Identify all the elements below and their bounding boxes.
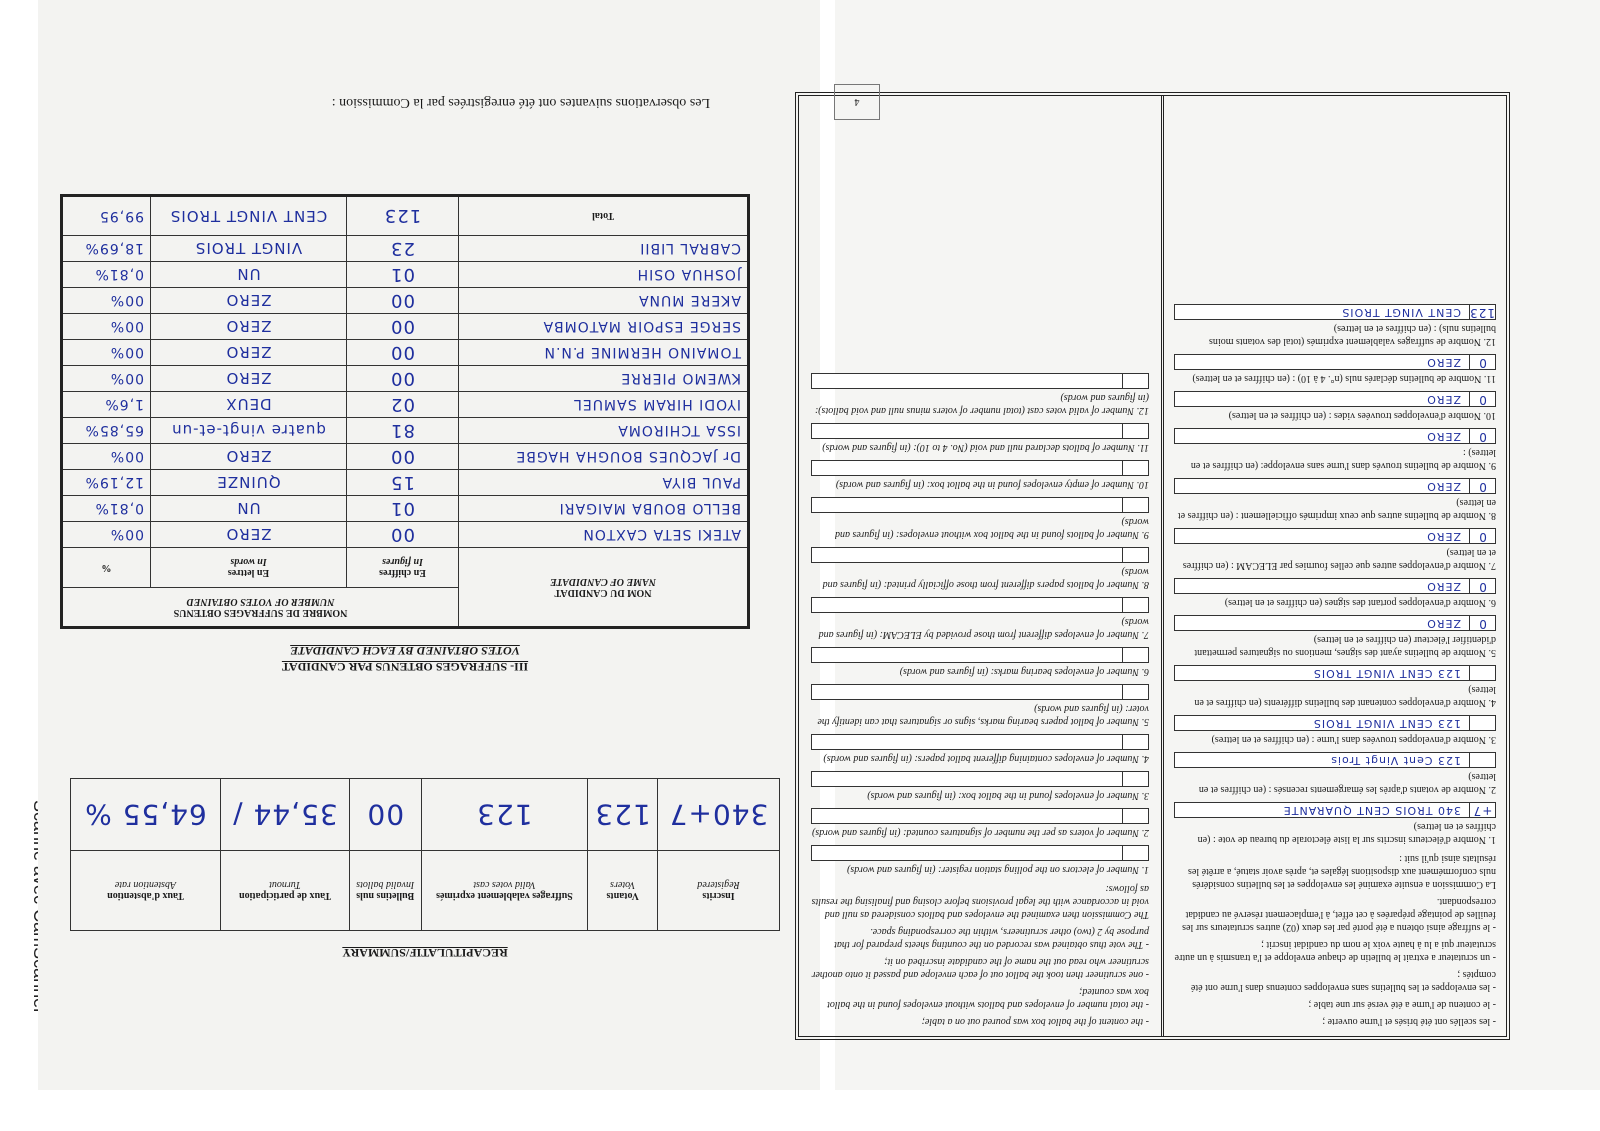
total-row <box>62 196 749 236</box>
item-text: Nombre d'enveloppes autres que celles fournies par ELECAM : (en chiffres et en lettres) <box>1182 547 1496 571</box>
item-number: 5. <box>1488 647 1496 658</box>
answer-box <box>811 423 1149 439</box>
votes-words: VINGT TROIS <box>151 236 347 262</box>
votes-percent: 65,85% <box>62 418 151 444</box>
item-label <box>811 515 1149 541</box>
item-number: 7. <box>1488 560 1496 571</box>
answer-box <box>811 808 1149 824</box>
votes-percent: 0,81% <box>62 496 151 522</box>
answer-figures: 0 <box>1469 479 1495 493</box>
form-item <box>811 497 1149 541</box>
form-item <box>1174 478 1496 522</box>
candidate-row <box>62 418 749 444</box>
votes-words: UN <box>151 262 347 288</box>
total-percent: 99,95 <box>62 196 151 236</box>
answer-figures <box>1122 548 1148 562</box>
answer-figures <box>1122 598 1148 612</box>
answer-words <box>812 424 1122 438</box>
answer-box <box>1174 304 1496 320</box>
votes-figures: 00 <box>347 522 459 548</box>
col-in-words: En lettres In words <box>151 548 347 588</box>
intro-french <box>1174 852 1496 1028</box>
votes-figures: 23 <box>347 236 459 262</box>
item-text: Nombre de bulletins ayant des signes, mentions ou signatures permettant d'identifier l'électeur (en chiffres et en lettres) <box>1194 634 1496 658</box>
item-label <box>1174 820 1496 846</box>
item-text: Nombre de votants d'après les émargements recensés : (en chiffres et en lettres) <box>1198 771 1496 795</box>
item-number: 8. <box>1488 510 1496 521</box>
candidate-name: ISSA TCHIROMA <box>459 418 749 444</box>
votes-percent: 00% <box>62 444 151 470</box>
votes-percent: 00% <box>62 314 151 340</box>
item-number: 8. <box>1141 579 1149 590</box>
votes-percent: 00% <box>62 288 151 314</box>
answer-figures: 0 <box>1469 429 1495 443</box>
item-number: 9. <box>1488 460 1496 471</box>
form-item <box>811 547 1149 591</box>
answer-figures <box>1122 772 1148 786</box>
answer-box <box>1174 802 1496 818</box>
item-text: Number of voters as per the number of signatures counted: (in figures and words) <box>812 827 1139 838</box>
candidate-row <box>62 496 749 522</box>
intro-english <box>811 882 1149 1028</box>
intro-paragraph: The Commission then examined the envelopes and ballots considered as null and void in accordance with the legal provisions before closing and finalising the results as follows: <box>811 883 1149 920</box>
col-percent: % <box>62 548 151 588</box>
item-label <box>811 615 1149 641</box>
answer-figures <box>1122 846 1148 860</box>
summary-value: 340+7 <box>657 779 779 851</box>
summary-header <box>421 851 588 931</box>
candidate-row <box>62 366 749 392</box>
candidate-name: AKERE MUNA <box>459 288 749 314</box>
answer-box <box>1174 615 1496 631</box>
form-item <box>811 684 1149 728</box>
form-item <box>1174 578 1496 609</box>
form-item <box>811 734 1149 765</box>
answer-figures <box>1469 666 1495 680</box>
candidate-name: CABRAL LIBII <box>459 236 749 262</box>
candidate-name: KWEMO PIERRE <box>459 366 749 392</box>
candidate-row <box>62 314 749 340</box>
item-text: Number of empty envelopes found in the ballot box: (in figures and words) <box>835 479 1134 490</box>
votes-words: ZERO <box>151 314 347 340</box>
item-label <box>811 391 1149 417</box>
candidate-row <box>62 236 749 262</box>
answer-box <box>811 684 1149 700</box>
intro-paragraph: - un scrutateur a extrait le bulletin de chaque enveloppe et l'a transmis à un autre scrutateur qui a lu à haute voix le nom du candidat inscrit ; <box>1174 939 1496 963</box>
item-text: Number of ballots declared null and void (No. 4 to 10): (in figures and words) <box>822 442 1135 453</box>
answer-figures <box>1122 809 1148 823</box>
summary-table <box>70 778 780 931</box>
summary-section <box>70 778 780 960</box>
candidate-row <box>62 340 749 366</box>
col-in-figures: En chiffres In figures <box>347 548 459 588</box>
form-item <box>1174 354 1496 385</box>
item-number: 9. <box>1141 529 1149 540</box>
summary-header <box>588 851 658 931</box>
item-text: Nombre de bulletins autres que ceux imprimés officiellement : (en chiffres et en lettres) <box>1177 497 1496 521</box>
votes-figures: 00 <box>347 314 459 340</box>
answer-words <box>812 685 1122 699</box>
answer-words <box>812 461 1122 475</box>
total-words: CENT VINGT TROIS <box>151 196 347 236</box>
answer-words: ZERO <box>1426 480 1461 493</box>
votes-words: ZERO <box>151 288 347 314</box>
answer-figures <box>1122 685 1148 699</box>
answer-words: 340 TROIS CENT QUARANTE <box>1282 804 1461 817</box>
intro-paragraph: - the total number of envelopes and ballots without envelopes found in the ballot box was counted; <box>827 986 1149 1010</box>
answer-box <box>1174 665 1496 681</box>
form-item <box>811 423 1149 454</box>
summary-value: 35,44 / <box>220 779 349 851</box>
votes-words: UN <box>151 496 347 522</box>
answer-words: ZERO <box>1426 617 1461 630</box>
intro-paragraph: - the content of the ballot box was poured out on a table; <box>921 1016 1149 1027</box>
form-french-column <box>1161 96 1506 1036</box>
item-label <box>1174 496 1496 522</box>
answer-words <box>812 772 1122 786</box>
answer-box <box>811 547 1149 563</box>
answer-box <box>811 845 1149 861</box>
form-item <box>811 460 1149 491</box>
answer-figures: 0 <box>1469 579 1495 593</box>
item-text: Number of envelopes bearing marks: (in figures and words) <box>899 666 1139 677</box>
form-item <box>811 647 1149 678</box>
answer-words: 123 CENT VINGT TROIS <box>1312 667 1461 680</box>
item-text: Number of envelopes different from those provided by ELECAM: (in figures and words) <box>818 616 1149 640</box>
item-number: 1. <box>1141 864 1149 875</box>
answer-box <box>1174 578 1496 594</box>
item-number: 11. <box>1483 373 1496 384</box>
answer-box <box>1174 478 1496 494</box>
candidate-name: PAUL BIYA <box>459 470 749 496</box>
summary-header-fr: Taux d'abstention <box>107 890 184 902</box>
votes-percent: 00% <box>62 522 151 548</box>
form-item <box>1174 304 1496 348</box>
item-label <box>811 863 1149 876</box>
votes-words: ZERO <box>151 522 347 548</box>
item-label <box>1174 733 1496 746</box>
item-text: Nombre d'électeurs inscrits sur la liste électorale du bureau de vote : (en chiffres et en lettres) <box>1197 821 1496 845</box>
item-number: 2. <box>1141 827 1149 838</box>
item-label <box>811 826 1149 839</box>
summary-header-en: Registered <box>697 879 740 891</box>
answer-box <box>811 734 1149 750</box>
answer-box <box>811 647 1149 663</box>
candidate-row <box>62 522 749 548</box>
answer-box <box>1174 428 1496 444</box>
answer-words <box>812 735 1122 749</box>
answer-figures <box>1122 498 1148 512</box>
answer-words <box>812 548 1122 562</box>
answer-words <box>812 498 1122 512</box>
item-text: Nombre d'enveloppes portant des signes (en chiffres et en lettres) <box>1224 597 1486 608</box>
form-item <box>811 771 1149 802</box>
item-label <box>1174 409 1496 422</box>
answer-box <box>811 497 1149 513</box>
summary-header-en: Invalid ballots <box>356 879 415 891</box>
votes-figures: 00 <box>347 288 459 314</box>
item-label <box>811 752 1149 765</box>
votes-title: III- SUFFRAGES OBTENUS PAR CANDIDAT VOTES OBTAINED BY EACH CANDIDATE <box>281 644 529 674</box>
item-number: 11. <box>1137 442 1149 453</box>
total-figures: 123 <box>347 196 459 236</box>
items-english <box>811 373 1149 876</box>
answer-words <box>812 598 1122 612</box>
item-number: 3. <box>1141 790 1149 801</box>
answer-words: ZERO <box>1426 430 1461 443</box>
item-label <box>811 789 1149 802</box>
summary-value: 00 <box>349 779 421 851</box>
page-number: 4 <box>834 84 880 120</box>
intro-paragraph: - The vote thus obtained was recorded on the counting sheets prepared for that purpose by 2 (two) other scrutineers, within the corresponding space. <box>834 926 1149 950</box>
form-item <box>1174 715 1496 746</box>
item-text: Nombre d'enveloppes contenant des bulletins différents (en chiffres et en lettres) <box>1194 684 1496 708</box>
item-label <box>1174 770 1496 796</box>
answer-figures <box>1122 735 1148 749</box>
summary-header-en: Valid votes cast <box>473 879 536 891</box>
answer-figures: 0 <box>1469 529 1495 543</box>
votes-percent: 00% <box>62 366 151 392</box>
answer-figures: 0 <box>1469 616 1495 630</box>
answer-box <box>811 771 1149 787</box>
votes-percent: 00% <box>62 340 151 366</box>
item-number: 3. <box>1488 734 1496 745</box>
answer-figures: 0 <box>1469 355 1495 369</box>
votes-percent: 0,81% <box>62 262 151 288</box>
intro-paragraph: La Commission a ensuite examiné les enveloppes et les bulletins considérés nuls conformément aux dispositions légales et, après avoir statué, a arrêté les résultats ainsi qu'il suit : <box>1188 853 1496 890</box>
item-text: Number of ballots papers different from those officially printed: (in figures and words) <box>822 566 1149 590</box>
candidate-name: Dr JACQUES BOUGHA HAGBE <box>459 444 749 470</box>
form-item <box>1174 752 1496 796</box>
answer-words: ZERO <box>1426 580 1461 593</box>
summary-value: 64,55 % <box>71 779 221 851</box>
item-text: Nombre de bulletins déclarés nuls (n°. 4 à 10) : (en chiffres et en lettres) <box>1192 373 1482 384</box>
votes-words: ZERO <box>151 340 347 366</box>
answer-figures <box>1122 424 1148 438</box>
intro-paragraph: - one scrutineer then took the ballot out of each envelope and passed it onto another scrutineer who read out the name of the candidate inscribed on it; <box>811 956 1149 980</box>
item-label <box>811 665 1149 678</box>
item-number: 10. <box>1483 410 1496 421</box>
form-item <box>1174 615 1496 659</box>
item-label <box>811 441 1149 454</box>
item-text: Nombre d'enveloppes trouvées dans l'urne : (en chiffres et en lettres) <box>1211 734 1486 745</box>
item-label <box>1174 683 1496 709</box>
answer-words <box>812 648 1122 662</box>
items-french <box>1174 304 1496 846</box>
intro-paragraph: - le suffrage ainsi obtenu a été porté par les deux (02) autres scrutateurs sur les feuilles de pointage préparées à cet effet, à l'emplacement réservé au candidat correspondant. <box>1182 896 1496 933</box>
form-item <box>1174 428 1496 472</box>
item-label <box>1174 322 1496 348</box>
summary-header-en: Voters <box>610 879 636 891</box>
item-number: 6. <box>1488 597 1496 608</box>
answer-figures: +7 <box>1469 803 1495 817</box>
candidate-row <box>62 262 749 288</box>
votes-figures: 81 <box>347 418 459 444</box>
votes-figures: 01 <box>347 496 459 522</box>
answer-figures: 123 <box>1469 306 1495 320</box>
answer-figures <box>1122 648 1148 662</box>
votes-words: quatre vingt-et-un <box>151 418 347 444</box>
summary-header <box>349 851 421 931</box>
intro-paragraph: - le contenu de l'urne a été versé sur une table ; <box>1308 999 1496 1010</box>
summary-value: 123 <box>588 779 658 851</box>
summary-value: 123 <box>421 779 588 851</box>
item-number: 2. <box>1488 784 1496 795</box>
candidate-row <box>62 470 749 496</box>
votes-percent: 18,69% <box>62 236 151 262</box>
votes-section <box>60 194 750 675</box>
summary-header <box>71 851 221 931</box>
candidate-row <box>62 392 749 418</box>
summary-title: RECAPITULATIF/SUMMARY <box>342 946 508 960</box>
item-label <box>811 565 1149 591</box>
votes-words: ZERO <box>151 444 347 470</box>
answer-words: CENT VINGT TROIS <box>1341 306 1461 319</box>
item-label <box>1174 596 1496 609</box>
counting-form <box>795 92 1510 1040</box>
answer-words: 123 CENT VINGT TROIS <box>1312 717 1461 730</box>
votes-figures: 01 <box>347 262 459 288</box>
item-number: 10. <box>1136 479 1149 490</box>
votes-percent: 1,6% <box>62 392 151 418</box>
answer-words: ZERO <box>1426 530 1461 543</box>
answer-words <box>812 374 1122 388</box>
candidate-name: ATEKI SETA CAXTON <box>459 522 749 548</box>
answer-words: ZERO <box>1426 393 1461 406</box>
answer-box <box>811 460 1149 476</box>
summary-header-fr: Bulletins nuls <box>356 890 415 902</box>
col-candidate-name: NOM DU CANDIDAT NAME OF CANDIDATE <box>459 548 749 628</box>
item-label <box>811 702 1149 728</box>
item-number: 4. <box>1141 753 1149 764</box>
answer-figures <box>1122 461 1148 475</box>
form-item <box>811 808 1149 839</box>
item-label <box>1174 372 1496 385</box>
intro-paragraph: - les enveloppes et les bulletins sans enveloppes contenus dans l'urne ont été comptés ; <box>1190 969 1496 993</box>
answer-box <box>811 597 1149 613</box>
item-label <box>811 478 1149 491</box>
observations-heading: Les observations suivantes ont été enregistrées par la Commission : <box>331 95 710 110</box>
item-label <box>1174 446 1496 472</box>
form-item <box>811 373 1149 417</box>
summary-header-fr: Inscrits <box>702 890 735 902</box>
summary-header-en: Turnout <box>269 879 301 891</box>
answer-figures: 0 <box>1469 392 1495 406</box>
answer-figures <box>1469 716 1495 730</box>
answer-words <box>812 846 1122 860</box>
votes-words: DEUX <box>151 392 347 418</box>
answer-words: 123 Cent Vingt Trois <box>1330 754 1461 767</box>
summary-header <box>220 851 349 931</box>
votes-figures: 15 <box>347 470 459 496</box>
votes-words: QUINZE <box>151 470 347 496</box>
item-number: 6. <box>1141 666 1149 677</box>
summary-header <box>657 851 779 931</box>
item-text: Number of valid votes cast (total number of voters minus null and void ballots): (in figures and words) <box>814 392 1149 416</box>
votes-words: ZERO <box>151 366 347 392</box>
item-text: Number of electors on the polling station register: (in figures and words) <box>847 864 1139 875</box>
form-item <box>1174 665 1496 709</box>
answer-words <box>812 809 1122 823</box>
candidate-name: BELLO BOUBA MAIGARI <box>459 496 749 522</box>
item-number: 1. <box>1488 834 1496 845</box>
summary-header-fr: Votants <box>606 890 639 902</box>
item-text: Nombre de bulletins trouvés dans l'urne sans enveloppe: (en chiffres et en lettres) : <box>1190 447 1496 471</box>
item-text: Number of envelopes found in the ballot box: (in figures and words) <box>867 790 1139 801</box>
item-text: Nombre de suffrages valablement exprimés (total des votants moins bulletins nuls) : (en chiffres et en lettres) <box>1209 323 1496 347</box>
candidate-name: SERGE ESPOIR MATOMBA <box>459 314 749 340</box>
answer-box <box>1174 752 1496 768</box>
summary-header-fr: Suffrages valablement exprimés <box>436 890 573 902</box>
item-number: 5. <box>1141 716 1149 727</box>
votes-figures: 00 <box>347 366 459 392</box>
item-number: 7. <box>1141 629 1149 640</box>
item-text: Number of envelopes containing different ballot papers: (in figures and words) <box>823 753 1139 764</box>
candidate-row <box>62 288 749 314</box>
summary-header-en: Abstention rate <box>114 879 177 891</box>
form-item <box>811 597 1149 641</box>
form-item <box>811 845 1149 876</box>
answer-figures <box>1122 374 1148 388</box>
candidate-name: JOSHUA OSIH <box>459 262 749 288</box>
candidate-name: IYODI HIRAM SAMUEL <box>459 392 749 418</box>
summary-header-fr: Taux de participation <box>239 890 331 902</box>
answer-figures <box>1469 753 1495 767</box>
item-label <box>1174 633 1496 659</box>
answer-box <box>811 373 1149 389</box>
item-text: Nombre d'enveloppes trouvées vides : (en chiffres et en lettres) <box>1228 410 1481 421</box>
item-number: 12. <box>1483 336 1496 347</box>
votes-percent: 12,19% <box>62 470 151 496</box>
answer-box <box>1174 528 1496 544</box>
votes-figures: 00 <box>347 340 459 366</box>
item-number: 12. <box>1136 405 1149 416</box>
votes-figures: 02 <box>347 392 459 418</box>
answer-box <box>1174 391 1496 407</box>
intro-paragraph: - les scellés ont été brisés et l'urne ouverte ; <box>1322 1016 1496 1027</box>
votes-table <box>60 194 750 629</box>
answer-box <box>1174 354 1496 370</box>
answer-box <box>1174 715 1496 731</box>
votes-figures: 00 <box>347 444 459 470</box>
candidate-row <box>62 444 749 470</box>
form-item <box>1174 802 1496 846</box>
form-english-column <box>799 96 1161 1036</box>
candidate-name: TOMAINO HERMINE P.N.N <box>459 340 749 366</box>
item-label <box>1174 546 1496 572</box>
total-label: Total <box>459 196 749 236</box>
form-item <box>1174 528 1496 572</box>
answer-words: ZERO <box>1426 356 1461 369</box>
form-item <box>1174 391 1496 422</box>
item-text: Number of ballot papers bearing marks, signs or signatures that can identify the voter: (in figures and words) <box>817 703 1149 727</box>
item-number: 4. <box>1488 697 1496 708</box>
item-text: Number of ballots found in the ballot box without envelopes: (in figures and words) <box>834 516 1149 540</box>
col-votes-obtained: NOMBRE DE SUFFRAGES OBTENUS NUMBER OF VOTES OBTAINED <box>62 588 459 628</box>
